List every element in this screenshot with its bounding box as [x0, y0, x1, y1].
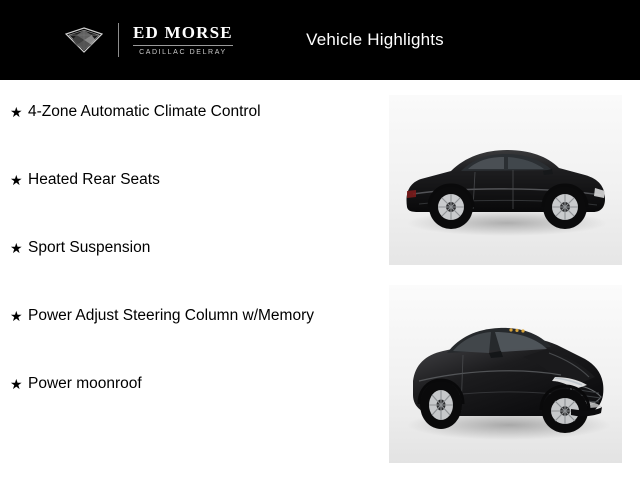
list-item	[0, 170, 380, 190]
list-item-label: Power Adjust Steering Column w/Memory	[28, 307, 315, 324]
cadillac-crest-icon	[64, 27, 104, 53]
list-item	[0, 102, 380, 122]
content-area	[0, 80, 640, 480]
dealer-rule	[133, 45, 233, 46]
star-bullet-icon: ★	[10, 376, 23, 392]
star-bullet-icon: ★	[10, 240, 23, 256]
dealer-wordmark	[133, 24, 233, 56]
list-item-label: Power moonroof	[28, 375, 142, 392]
page-title-text: Vehicle Highlights	[306, 30, 444, 49]
vehicle-photo-front-three-quarter[interactable]	[389, 285, 622, 463]
star-bullet-icon: ★	[10, 172, 23, 188]
list-item-label: 4-Zone Automatic Climate Control	[28, 103, 261, 120]
list-item	[0, 306, 380, 326]
dealer-subtitle: CADILLAC DELRAY	[139, 49, 227, 56]
vehicle-highlights-list	[0, 102, 380, 442]
dealer-name: ED MORSE	[133, 23, 233, 42]
list-item-label: Heated Rear Seats	[28, 171, 160, 188]
brand-divider	[118, 23, 119, 57]
list-item-label: Sport Suspension	[28, 239, 151, 256]
star-bullet-icon: ★	[10, 104, 23, 120]
star-bullet-icon: ★	[10, 308, 23, 324]
page-header	[0, 0, 640, 80]
list-item	[0, 238, 380, 258]
dealer-brand	[64, 14, 233, 66]
list-item	[0, 374, 380, 394]
vehicle-photo-side-profile[interactable]	[389, 95, 622, 265]
